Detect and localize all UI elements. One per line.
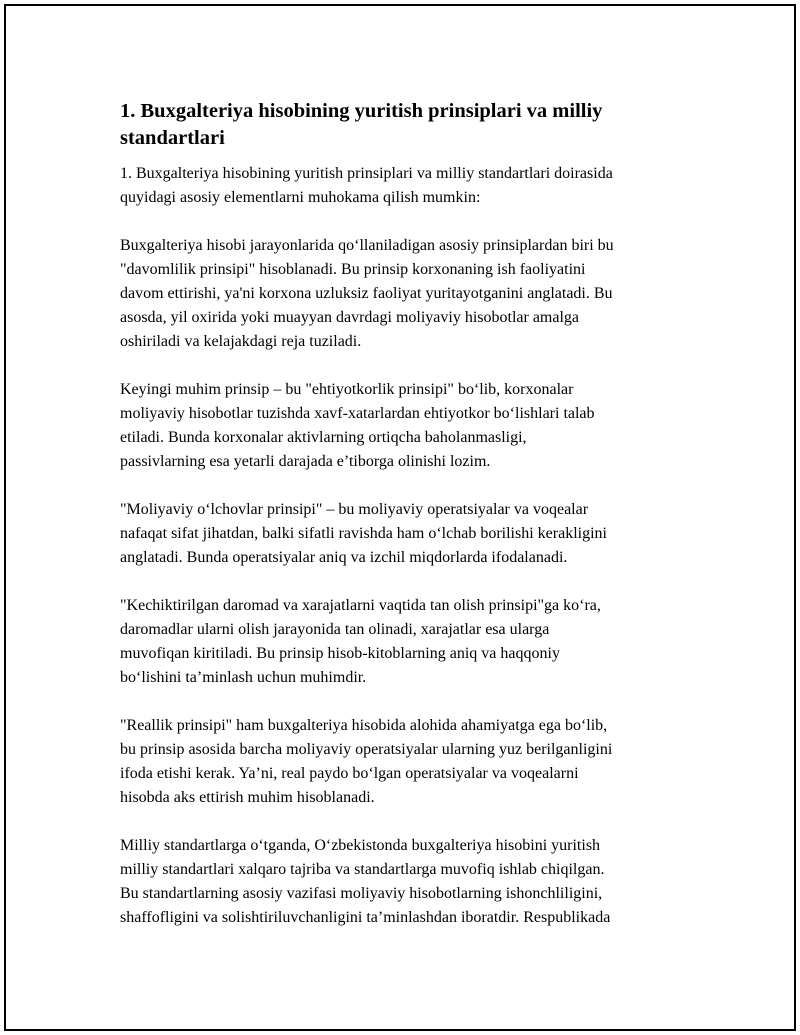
- text-line: oshiriladi va kelajakdagi reja tuziladi.: [120, 333, 362, 350]
- document-body: [120, 98, 695, 954]
- document-title: [120, 98, 695, 152]
- text-line: nafaqat sifat jihatdan, balki sifatli ravishda ham o‘lchab borilishi kerakligini: [120, 525, 607, 542]
- text-line: hisobda aks ettirish muhim hisoblanadi.: [120, 789, 375, 806]
- text-line: passivlarning esa yetarli darajada e’tiborga olinishi lozim.: [120, 453, 491, 470]
- paragraph-1: [120, 162, 695, 210]
- text-line: Buxgalteriya hisobi jarayonlarida qo‘llaniladigan asosiy prinsiplardan biri bu: [120, 237, 614, 254]
- page-frame: [4, 4, 796, 1031]
- text-line: shaffofligini va solishtiriluvchanligini ta’minlashdan iboratdir. Respublikada: [120, 909, 611, 926]
- title-line: standartlari: [120, 127, 225, 149]
- text-line: anglatadi. Bunda operatsiyalar aniq va izchil miqdorlarda ifodalanadi.: [120, 549, 568, 566]
- paragraph-3: [120, 378, 695, 474]
- text-line: davom ettirishi, ya'ni korxona uzluksiz faoliyat yuritayotganini anglatadi. Bu: [120, 285, 613, 302]
- text-line: 1. Buxgalteriya hisobining yuritish prinsiplari va milliy standartlari doirasida: [120, 165, 613, 182]
- text-line: Milliy standartlarga o‘tganda, O‘zbekistonda buxgalteriya hisobini yuritish: [120, 837, 601, 854]
- paragraph-6: [120, 714, 695, 810]
- text-line: quyidagi asosiy elementlarni muhokama qilish mumkin:: [120, 189, 481, 206]
- text-line: bu prinsip asosida barcha moliyaviy operatsiyalar ularning yuz berilganligini: [120, 741, 613, 758]
- text-line: "Reallik prinsipi" ham buxgalteriya hisobida alohida ahamiyatga ega bo‘lib,: [120, 717, 608, 734]
- paragraph-7: [120, 834, 695, 930]
- text-line: ifoda etishi kerak. Ya’ni, real paydo bo‘lgan operatsiyalar va voqealarni: [120, 765, 579, 782]
- text-line: etiladi. Bunda korxonalar aktivlarning ortiqcha baholanmasligi,: [120, 429, 527, 446]
- title-line: 1. Buxgalteriya hisobining yuritish prinsiplari va milliy: [120, 100, 603, 122]
- text-line: bo‘lishini ta’minlash uchun muhimdir.: [120, 669, 367, 686]
- text-line: muvofiqan kiritiladi. Bu prinsip hisob-kitoblarning aniq va haqqoniy: [120, 645, 560, 662]
- text-line: milliy standartlari xalqaro tajriba va standartlarga muvofiq ishlab chiqilgan.: [120, 861, 605, 878]
- text-line: "Moliyaviy o‘lchovlar prinsipi" – bu moliyaviy operatsiyalar va voqealar: [120, 501, 589, 518]
- text-line: "davomlilik prinsipi" hisoblanadi. Bu prinsip korxonaning ish faoliyatini: [120, 261, 586, 278]
- paragraph-4: [120, 498, 695, 570]
- paragraph-5: [120, 594, 695, 690]
- text-line: moliyaviy hisobotlar tuzishda xavf-xatarlardan ehtiyotkor bo‘lishlari talab: [120, 405, 595, 422]
- text-line: "Kechiktirilgan daromad va xarajatlarni vaqtida tan olish prinsipi"ga ko‘ra,: [120, 597, 601, 614]
- paragraph-2: [120, 234, 695, 354]
- text-line: Bu standartlarning asosiy vazifasi moliyaviy hisobotlarning ishonchliligini,: [120, 885, 603, 902]
- text-line: asosda, yil oxirida yoki muayyan davrdagi moliyaviy hisobotlar amalga: [120, 309, 580, 326]
- text-line: daromadlar ularni olish jarayonida tan olinadi, xarajatlar esa ularga: [120, 621, 550, 638]
- text-line: Keyingi muhim prinsip – bu "ehtiyotkorlik prinsipi" bo‘lib, korxonalar: [120, 381, 574, 398]
